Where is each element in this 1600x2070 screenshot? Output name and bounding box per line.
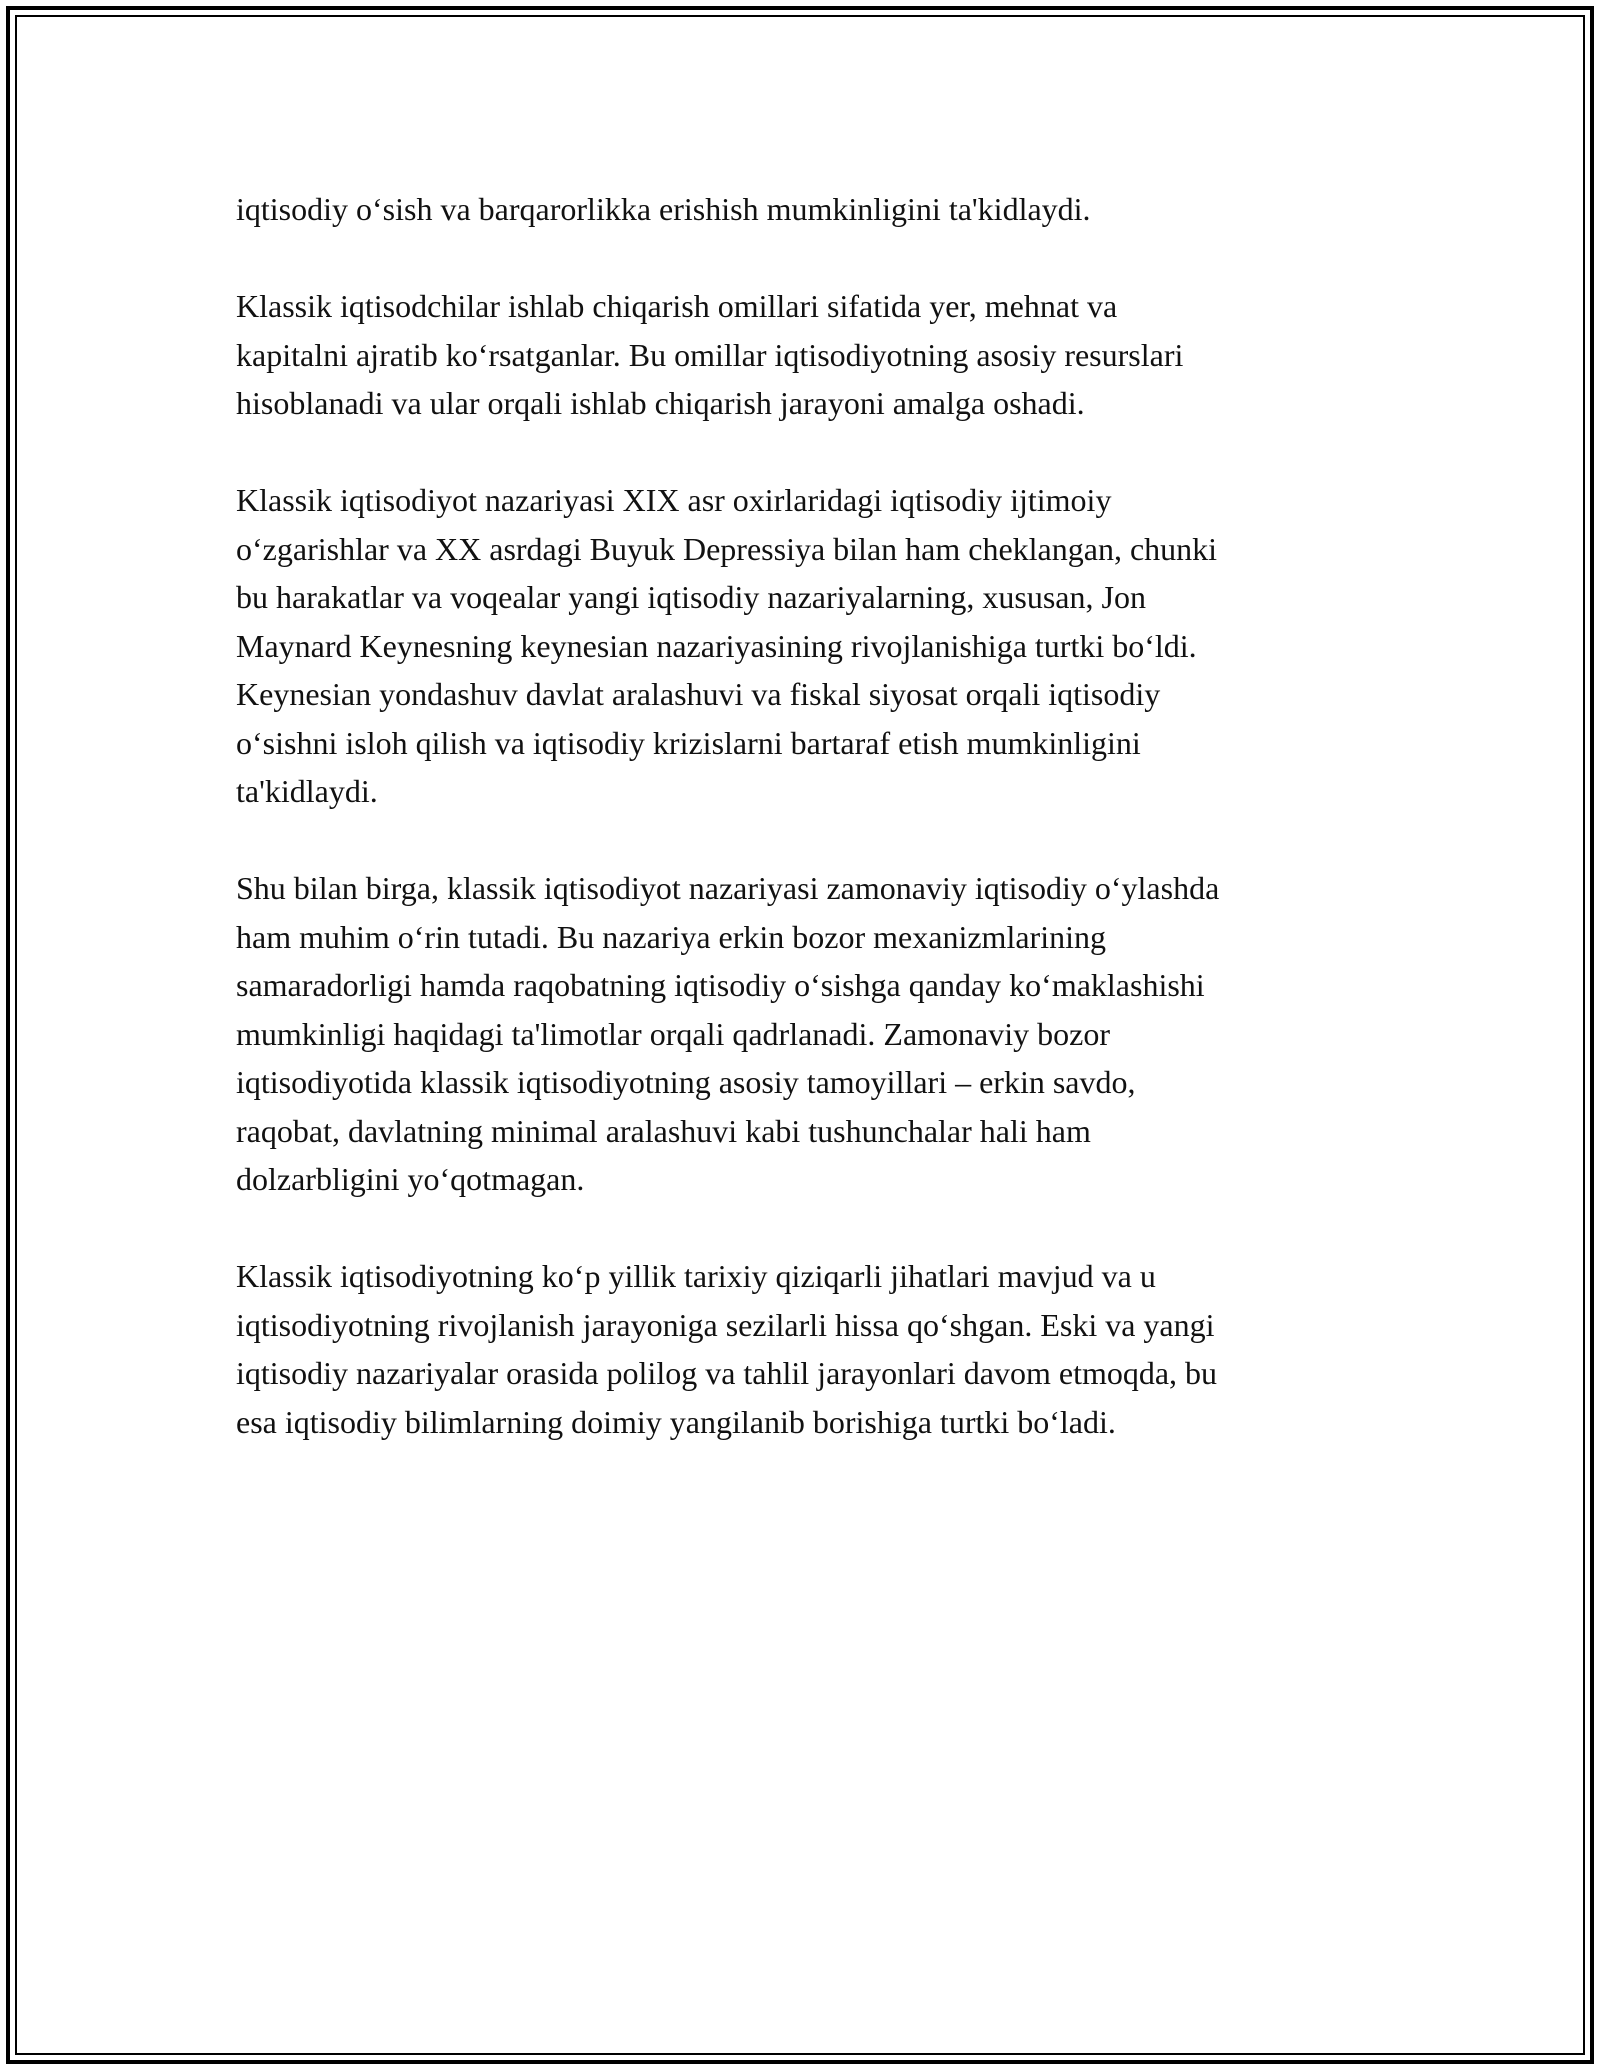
paragraph-4: Shu bilan birga, klassik iqtisodiyot nazariyasi zamonaviy iqtisodiy o‘ylashda ham muhim o‘rin tutadi. Bu nazariya erkin bozor mexanizmlarining samaradorligi hamda raqobatning iqtisodiy o‘sishga qanday ko‘maklashishi mumkinligi haqidagi ta'limotlar orqali qadrlanadi. Zamonaviy bozor iqtisodiyotida klassik iqtisodiyotning asosiy tamoyillari – erkin savdo, raqobat, davlatning minimal aralashuvi kabi tushunchalar hali ham dolzarbligini yo‘qotmagan. xyxy=(236,870,1220,1197)
paragraph-2: Klassik iqtisodchilar ishlab chiqarish omillari sifatida yer, mehnat va kapitalni ajratib ko‘rsatganlar. Bu omillar iqtisodiyotning asosiy resurslari hisoblanadi va ular orqali ishlab chiqarish jarayoni amalga oshadi. xyxy=(236,288,1184,421)
document-body xyxy=(236,185,1366,1495)
paragraph-5: Klassik iqtisodiyotning ko‘p yillik tarixiy qiziqarli jihatlari mavjud va u iqtisodiyotning rivojlanish jarayoniga sezilarli hissa qo‘shgan. Eski va yangi iqtisodiy nazariyalar orasida polilog va tahlil jarayonlari davom etmoqda, bu esa iqtisodiy bilimlarning doimiy yangilanib borishiga turtki bo‘ladi. xyxy=(236,1258,1218,1440)
paragraph-3: Klassik iqtisodiyot nazariyasi XIX asr oxirlaridagi iqtisodiy ijtimoiy o‘zgarishlar va XX asrdagi Buyuk Depressiya bilan ham cheklangan, chunki bu harakatlar va voqealar yangi iqtisodiy nazariyalarning, xususan, Jon Maynard Keynesning keynesian nazariyasining rivojlanishiga turtki bo‘ldi. Keynesian yondashuv davlat aralashuvi va fiskal siyosat orqali iqtisodiy o‘sishni isloh qilish va iqtisodiy krizislarni bartaraf etish mumkinligini ta'kidlaydi. xyxy=(236,482,1218,809)
paragraph-1: iqtisodiy o‘sish va barqarorlikka erishish mumkinligini ta'kidlaydi. xyxy=(236,191,1091,227)
